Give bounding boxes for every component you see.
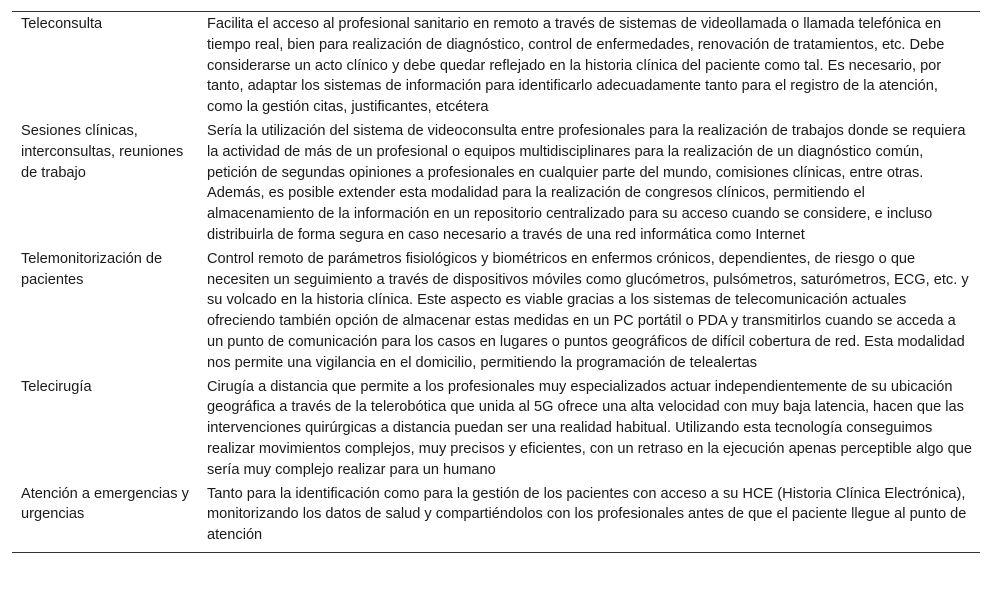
row-description: Control remoto de parámetros fisiológicos y biométricos en enfermos crónicos, dependientes, de riesgo o que necesiten un seguimiento a través de dispositivos móviles como glucómetros, pulsómetros, saturómetros, ECG, etc. y su volcado en la historia clínica. Este aspecto es viable gracias a los sistemas de telecomunicación actuales ofreciendo también opción de almacenar estas medidas en un PC portátil o PDA y transmitirlos cuando se acceda a un punto de comunicación para los casos en lugares o puntos geográficos de difícil cobertura de red. Esta modalidad nos permite una vigilancia en el domicilio, permitiendo la programación de telealertas: [207, 250, 969, 371]
telemedicine-modalities-table: [12, 12, 980, 552]
table-row-teleconsulta: [12, 12, 980, 119]
table-row-telemonitorizacion: [12, 247, 980, 375]
table-row-telecirugia: [12, 375, 980, 482]
table-row-sesiones-clinicas: [12, 119, 980, 247]
row-description: Cirugía a distancia que permite a los profesionales muy especializados actuar independientemente de su ubicación geográfica a través de la telerobótica que unida al 5G ofrece una alta velocidad con muy baja latencia, hacen que las intervenciones quirúrgicas a distancia puedan ser una realidad habitual. Utilizando esta tecnología conseguimos realizar movimientos complejos, muy precisos y eficientes, con un retraso en la ejecución apenas perceptible algo que sería muy complejo realizar para un humano: [207, 378, 972, 478]
row-description: Tanto para la identificación como para la gestión de los pacientes con acceso a su HCE (Historia Clínica Electrónica), monitorizando los datos de salud y compartiéndolos con los profesionales antes de que el paciente llegue al punto de atención: [207, 485, 967, 544]
row-description: Facilita el acceso al profesional sanitario en remoto a través de sistemas de videollamada o llamada telefónica en tiempo real, bien para realización de diagnóstico, control de enfermedades, renovación de tratamientos, etc. Debe considerarse un acto clínico y debe quedar reflejado en la historia clínica del paciente como tal. Es necesario, por tanto, adaptar los sistemas de información para identificarlo adecuadamente tanto para el registro de la atención, como la gestión citas, justificantes, etcétera: [207, 16, 945, 116]
row-description: Sería la utilización del sistema de videoconsulta entre profesionales para la realización de trabajos donde se requiera la actividad de más de un profesional o equipos multidisciplinares para la realización de un diagnóstico común, petición de segundas opiniones a profesionales en cualquier parte del mundo, comisiones clínicas, entre otras. Además, es posible extender esta modalidad para la realización de congresos clínicos, permitiendo el almacenamiento de la información en un repositorio centralizado para su acceso cuando se considere, e incluso distribuirla de forma segura en caso necesario a través de una red informática como Internet: [207, 122, 966, 243]
table-row-emergencias: [12, 482, 980, 552]
row-term: Telecirugía: [21, 378, 92, 395]
telemedicine-table-container: [12, 11, 980, 553]
row-term: Sesiones clínicas, interconsultas, reuniones de trabajo: [21, 122, 184, 181]
row-term: Atención a emergencias y urgencias: [21, 485, 189, 523]
row-term: Telemonitorización de pacientes: [21, 250, 163, 288]
row-term: Teleconsulta: [21, 16, 103, 32]
